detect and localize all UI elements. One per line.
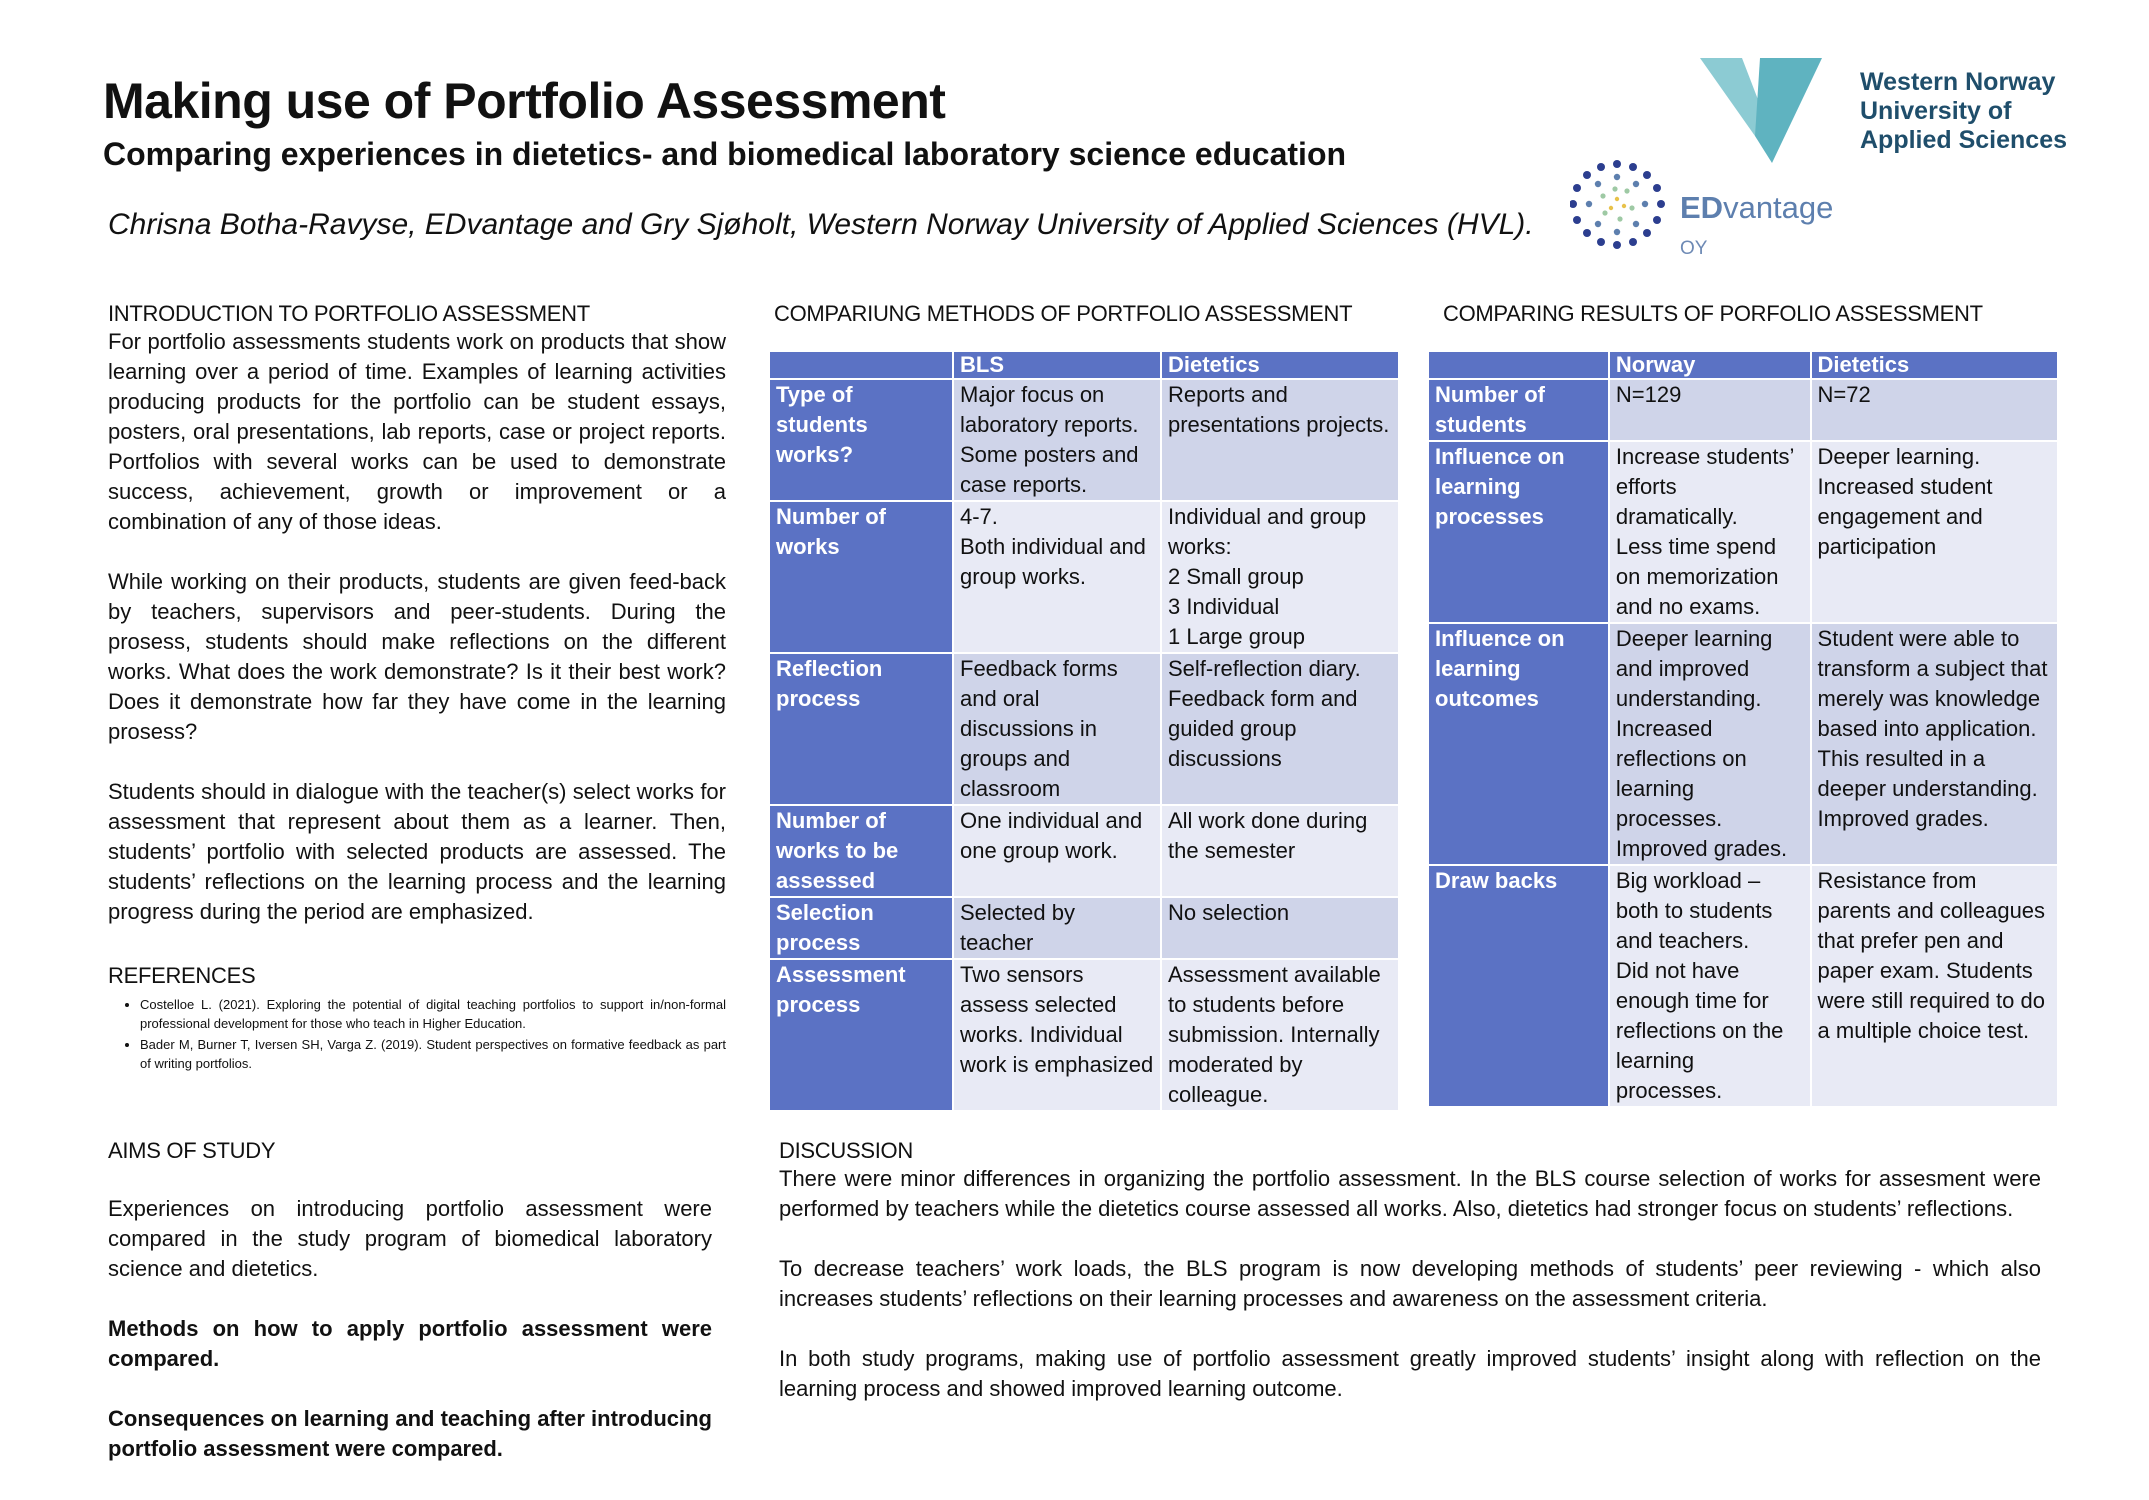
discussion-paragraph-3: In both study programs, making use of portfolio assessment greatly improved students’ insight along with reflection on the learning process and showed improved learning outcome. (779, 1346, 2041, 1401)
discussion-paragraph-2: To decrease teachers’ work loads, the BLS program is now developing methods of students’ peer reviewing - which also increases students’ reflections on their learning processes and awareness on the assessment criteria. (779, 1256, 2041, 1311)
table-row (770, 806, 1398, 896)
introduction-heading: INTRODUCTION TO PORTFOLIO ASSESSMENT (108, 301, 590, 326)
row-header: Reflection process (770, 654, 952, 804)
introduction-body (108, 327, 726, 927)
edvantage-wordmark (1680, 190, 1860, 262)
row-header: Draw backs (1429, 866, 1608, 1106)
table-cell: Individual and group works: 2 Small group 3 Individual 1 Large group (1162, 502, 1398, 652)
table-cell: Deeper learning. Increased student engagement and participation (1812, 442, 2057, 622)
table-row (770, 960, 1398, 1110)
table-cell: Increase students’ efforts dramatically. Less time spend on memorization and no exams. (1610, 442, 1810, 622)
table-row (770, 502, 1398, 652)
edvantage-ed: ED (1680, 190, 1724, 225)
methods-col-header: Dietetics (1162, 352, 1398, 378)
table-row (1429, 442, 2057, 622)
table-row (1429, 380, 2057, 440)
edvantage-dots-icon (1570, 160, 1670, 255)
table-cell: Resistance from parents and colleagues that prefer pen and paper exam. Students were still required to do a multiple choice test. (1812, 866, 2057, 1106)
table-cell: 4-7. Both individual and group works. (954, 502, 1160, 652)
table-cell: No selection (1162, 898, 1398, 958)
hvl-logo (1700, 58, 2080, 168)
hvl-logo-line1: Western Norway (1860, 68, 2056, 96)
methods-heading: COMPARIUNG METHODS OF PORTFOLIO ASSESSMENT (774, 301, 1353, 326)
methods-header-row (770, 352, 1398, 378)
table-cell: Big workload – both to students and teachers. Did not have enough time for reflections on the learning processes. (1610, 866, 1810, 1106)
reference-item: • Bader M, Burner T, Iversen SH, Varga Z. (2019). Student perspectives on formative feedback as part of writing portfolios. (140, 1035, 726, 1073)
row-header: Influence on learning processes (1429, 442, 1608, 622)
row-header: Number of students (1429, 380, 1608, 440)
discussion-heading: DISCUSSION (779, 1138, 913, 1163)
aims-body (108, 1194, 712, 1464)
row-header: Number of works (770, 502, 952, 652)
table-cell: Selected by teacher (954, 898, 1160, 958)
table-row (770, 654, 1398, 804)
introduction-paragraph-1: For portfolio assessments students work on products that show learning over a period of time. Examples of learning activities producing products for the portfolio can be student essays, posters, oral presentations, lab reports, case or project reports. Portfolios with several works can be used to demonstrate success, achievement, growth or improvement or a combination of any of those ideas. (108, 329, 726, 534)
hvl-v-icon (1700, 58, 1830, 163)
table-cell: Feedback forms and oral discussions in groups and classroom (954, 654, 1160, 804)
methods-table (768, 350, 1400, 1112)
aims-heading: AIMS OF STUDY (108, 1138, 276, 1163)
table-cell: Deeper learning and improved understanding. Increased reflections on learning processes. Improved grades. (1610, 624, 1810, 864)
introduction-paragraph-2: While working on their products, students are given feed-back by teachers, supervisors and peer-students. During the prosess, students should make reflections on the different works. What does the work demonstrate? Is it their best work? Does it demonstrate how far they have come in the learning prosess? (108, 569, 726, 744)
table-row (770, 380, 1398, 500)
row-header: Assessment process (770, 960, 952, 1110)
poster-title: Making use of Portfolio Assessment (103, 73, 946, 129)
table-cell: One individual and one group work. (954, 806, 1160, 896)
table-cell: N=72 (1812, 380, 2057, 440)
authors-line: Chrisna Botha-Ravyse, EDvantage and Gry Sjøholt, Western Norway University of Applied Sciences (HVL). (108, 208, 1534, 241)
poster-subtitle: Comparing experiences in dietetics- and biomedical laboratory science education (103, 136, 1347, 172)
edvantage-logo (1570, 160, 1860, 259)
table-cell: Self-reflection diary. Feedback form and guided group discussions (1162, 654, 1398, 804)
introduction-section (108, 301, 726, 957)
table-row (1429, 866, 2057, 1106)
results-header-row (1429, 352, 2057, 378)
edvantage-oy: OY (1680, 238, 1708, 259)
edvantage-vantage: vantage (1723, 190, 1834, 225)
table-cell: Reports and presentations projects. (1162, 380, 1398, 500)
table-cell: Two sensors assess selected works. Individual work is emphasized (954, 960, 1160, 1110)
results-heading: COMPARING RESULTS OF PORFOLIO ASSESSMENT (1443, 301, 1983, 326)
results-col-header: Dietetics (1812, 352, 2057, 378)
discussion-body (779, 1164, 2041, 1404)
introduction-paragraph-3: Students should in dialogue with the teacher(s) select works for assessment that represent about them as a learner. Then, students’ portfolio with selected products are assessed. The students’ reflections on the learning process and the learning progress during the period are emphasized. (108, 779, 726, 924)
references-heading: REFERENCES (108, 963, 256, 988)
table-row (1429, 624, 2057, 864)
row-header: Number of works to be assessed (770, 806, 952, 896)
row-header: Selection process (770, 898, 952, 958)
methods-col-header (770, 352, 952, 378)
reference-item: • Costelloe L. (2021). Exploring the potential of digital teaching portfolios to support in/non-formal professional development for those who teach in Higher Education. (140, 995, 726, 1033)
results-col-header (1429, 352, 1608, 378)
discussion-paragraph-1: There were minor differences in organizing the portfolio assessment. In the BLS course selection of works for assesment were performed by teachers while the dietetics course assessed all works. Also, dietetics had stronger focus on students’ reflections. (779, 1166, 2041, 1221)
results-col-header: Norway (1610, 352, 1810, 378)
table-cell: Assessment available to students before submission. Internally moderated by colleague. (1162, 960, 1398, 1110)
aims-paragraph-1: Experiences on introducing portfolio assessment were compared in the study program of biomedical laboratory science and dietetics. (108, 1196, 712, 1281)
results-table (1427, 350, 2059, 1108)
aims-paragraph-2: Methods on how to apply portfolio assessment were compared. (108, 1316, 712, 1371)
references-list (108, 995, 726, 1073)
hvl-logo-line2: University of (1860, 97, 2012, 125)
table-cell: N=129 (1610, 380, 1810, 440)
methods-col-header: BLS (954, 352, 1160, 378)
table-cell: All work done during the semester (1162, 806, 1398, 896)
row-header: Influence on learning outcomes (1429, 624, 1608, 864)
references-section (108, 963, 726, 1075)
hvl-logo-line3: Applied Sciences (1860, 126, 2068, 154)
aims-paragraph-3: Consequences on learning and teaching after introducing portfolio assessment were compared. (108, 1406, 712, 1461)
discussion-section (779, 1138, 2041, 1434)
table-cell: Major focus on laboratory reports. Some posters and case reports. (954, 380, 1160, 500)
row-header: Type of students works? (770, 380, 952, 500)
aims-section (108, 1138, 712, 1494)
table-cell: Student were able to transform a subject that merely was knowledge based into application. This resulted in a deeper understanding. Improved grades. (1812, 624, 2057, 864)
table-row (770, 898, 1398, 958)
